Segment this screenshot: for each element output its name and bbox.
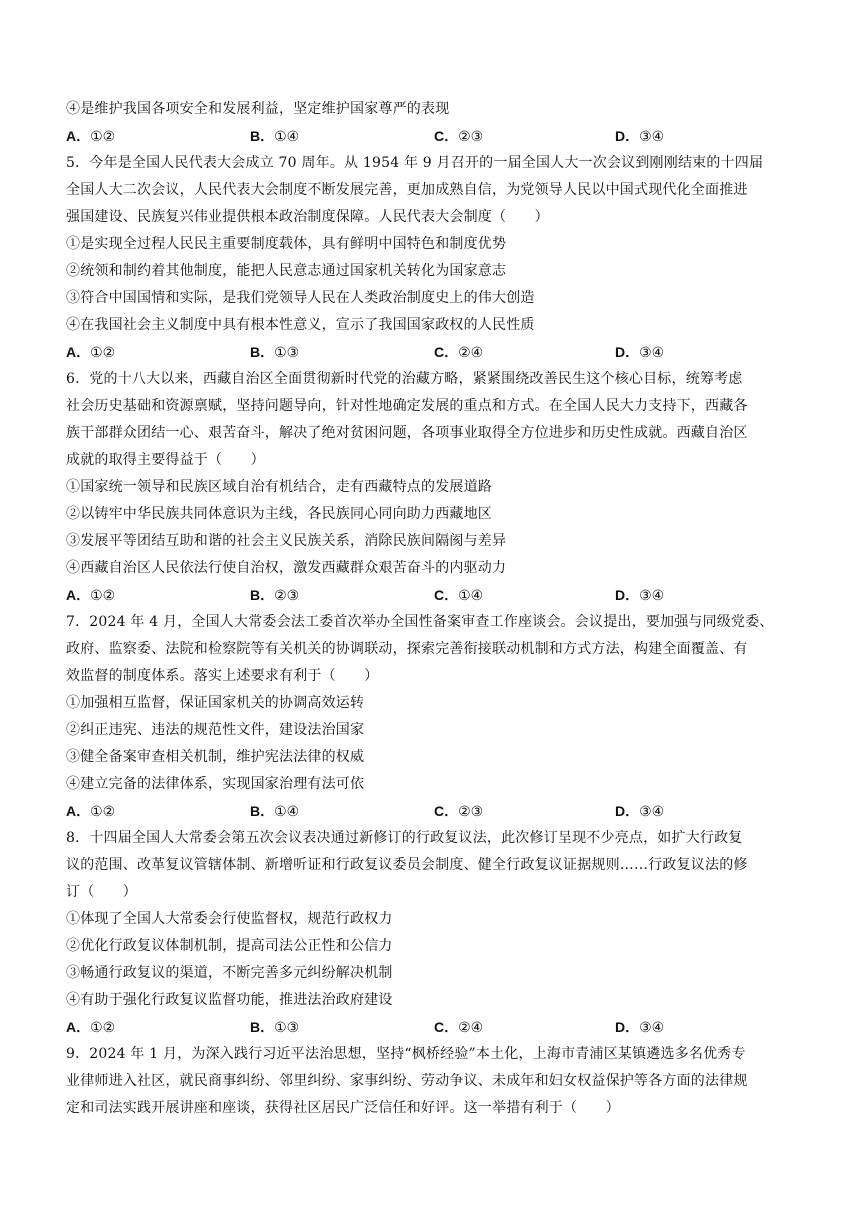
q8-statement-3: ③畅通行政复议的渠道，不断完善多元纠纷解决机制: [66, 965, 393, 981]
q7-stem-line: 政府、监察委、法院和检察院等有关机关的协调联动，探索完善衔接联动机制和方式方法，构建全面覆盖、有: [66, 641, 748, 657]
q6-stem-line: 社会历史基础和资源禀赋，坚持问题导向，针对性地确定发展的重点和方式。在全国人民大力支持下，西藏各: [66, 398, 748, 414]
q5-option-d[interactable]: D．③④: [615, 344, 665, 361]
q8-option-a[interactable]: A．①②: [66, 1019, 116, 1036]
q8-statement-1: ①体现了全国人大常委会行使监督权，规范行政权力: [66, 911, 393, 927]
q6-option-c[interactable]: C．①④: [434, 587, 484, 604]
q8-statement-4: ④有助于强化行政复议监督功能，推进法治政府建设: [66, 992, 393, 1008]
q7-statement-2: ②纠正违宪、违法的规范性文件，建设法治国家: [66, 722, 365, 738]
q5-statement-1: ①是实现全过程人民民主重要制度载体，具有鲜明中国特色和制度优势: [66, 236, 507, 252]
q4-option-b[interactable]: B．①④: [250, 128, 300, 145]
q5-stem-line: 强国建设、民族复兴伟业提供根本政治制度保障。人民代表大会制度（ ）: [66, 209, 549, 225]
q8-statement-2: ②优化行政复议体制机制，提高司法公正性和公信力: [66, 938, 393, 954]
q9-stem-line: 定和司法实践开展讲座和座谈，获得社区居民广泛信任和好评。这一举措有利于（ ）: [66, 1100, 620, 1116]
q8-stem-line: 议的范围、改革复议管辖体制、新增听证和行政复议委员会制度、健全行政复议证据规则……行政复议法的修: [66, 857, 748, 873]
q7-statement-1: ①加强相互监督，保证国家机关的协调高效运转: [66, 695, 365, 711]
q4-option-a[interactable]: A．①②: [66, 128, 116, 145]
q7-option-a[interactable]: A．①②: [66, 803, 116, 820]
q5-stem-line: 5．今年是全国人民代表大会成立 70 周年。从 1954 年 9 月召开的一届全国人大一次会议到刚刚结束的十四届: [66, 155, 764, 171]
q5-option-c[interactable]: C．②④: [434, 344, 484, 361]
q6-stem-line: 族干部群众团结一心、艰苦奋斗，解决了绝对贫困问题，各项事业取得全方位进步和历史性成就。西藏自治区: [66, 425, 748, 441]
q5-stem-line: 全国人大二次会议，人民代表大会制度不断发展完善，更加成熟自信，为党领导人民以中国式现代化全面推进: [66, 182, 748, 198]
q8-option-b[interactable]: B．①③: [250, 1019, 300, 1036]
q8-stem-line: 8．十四届全国人大常委会第五次会议表决通过新修订的行政复议法，此次修订呈现不少亮点，如扩大行政复: [66, 830, 743, 846]
q6-statement-3: ③发展平等团结互助和谐的社会主义民族关系，消除民族间隔阂与差异: [66, 533, 507, 549]
q9-stem-line: 9．2024 年 1 月，为深入践行习近平法治思想，坚持“枫桥经验”本土化，上海市青浦区某镇遴选多名优秀专: [66, 1046, 746, 1062]
q8-option-c[interactable]: C．②④: [434, 1019, 484, 1036]
q4-option-c[interactable]: C．②③: [434, 128, 484, 145]
q7-option-b[interactable]: B．①④: [250, 803, 300, 820]
q5-statement-3: ③符合中国国情和实际，是我们党领导人民在人类政治制度史上的伟大创造: [66, 290, 535, 306]
q7-stem-line: 效监督的制度体系。落实上述要求有利于（ ）: [66, 668, 379, 684]
q4-option-d[interactable]: D．③④: [615, 128, 665, 145]
q6-statement-2: ②以铸牢中华民族共同体意识为主线，各民族同心同向助力西藏地区: [66, 506, 492, 522]
q7-option-d[interactable]: D．③④: [615, 803, 665, 820]
q6-stem-line: 成就的取得主要得益于（ ）: [66, 452, 265, 468]
q6-statement-1: ①国家统一领导和民族区域自治有机结合，走有西藏特点的发展道路: [66, 479, 492, 495]
q5-statement-4: ④在我国社会主义制度中具有根本性意义，宣示了我国国家政权的人民性质: [66, 317, 535, 333]
q6-statement-4: ④西藏自治区人民依法行使自治权，激发西藏群众艰苦奋斗的内驱动力: [66, 560, 507, 576]
q9-stem-line: 业律师进入社区，就民商事纠纷、邻里纠纷、家事纠纷、劳动争议、未成年和妇女权益保护等各方面的法律规: [66, 1073, 748, 1089]
q6-option-b[interactable]: B．②③: [250, 587, 300, 604]
q8-option-d[interactable]: D．③④: [615, 1019, 665, 1036]
q7-statement-3: ③健全备案审查相关机制，维护宪法法律的权威: [66, 749, 365, 765]
q6-option-d[interactable]: D．③④: [615, 587, 665, 604]
q7-option-c[interactable]: C．②③: [434, 803, 484, 820]
q5-option-b[interactable]: B．①③: [250, 344, 300, 361]
q7-stem-line: 7．2024 年 4 月，全国人大常委会法工委首次举办全国性备案审查工作座谈会。会议提出，要加强与同级党委、: [66, 614, 774, 630]
q4-statement-4: ④是维护我国各项安全和发展利益，坚定维护国家尊严的表现: [66, 101, 450, 117]
q8-stem-line: 订（ ）: [66, 884, 137, 900]
q5-option-a[interactable]: A．①②: [66, 344, 116, 361]
q5-statement-2: ②统领和制约着其他制度，能把人民意志通过国家机关转化为国家意志: [66, 263, 507, 279]
q6-stem-line: 6．党的十八大以来，西藏自治区全面贯彻新时代党的治藏方略，紧紧围绕改善民生这个核心目标，统筹考虑: [66, 371, 743, 387]
q7-statement-4: ④建立完备的法律体系，实现国家治理有法可依: [66, 776, 365, 792]
q6-option-a[interactable]: A．①②: [66, 587, 116, 604]
